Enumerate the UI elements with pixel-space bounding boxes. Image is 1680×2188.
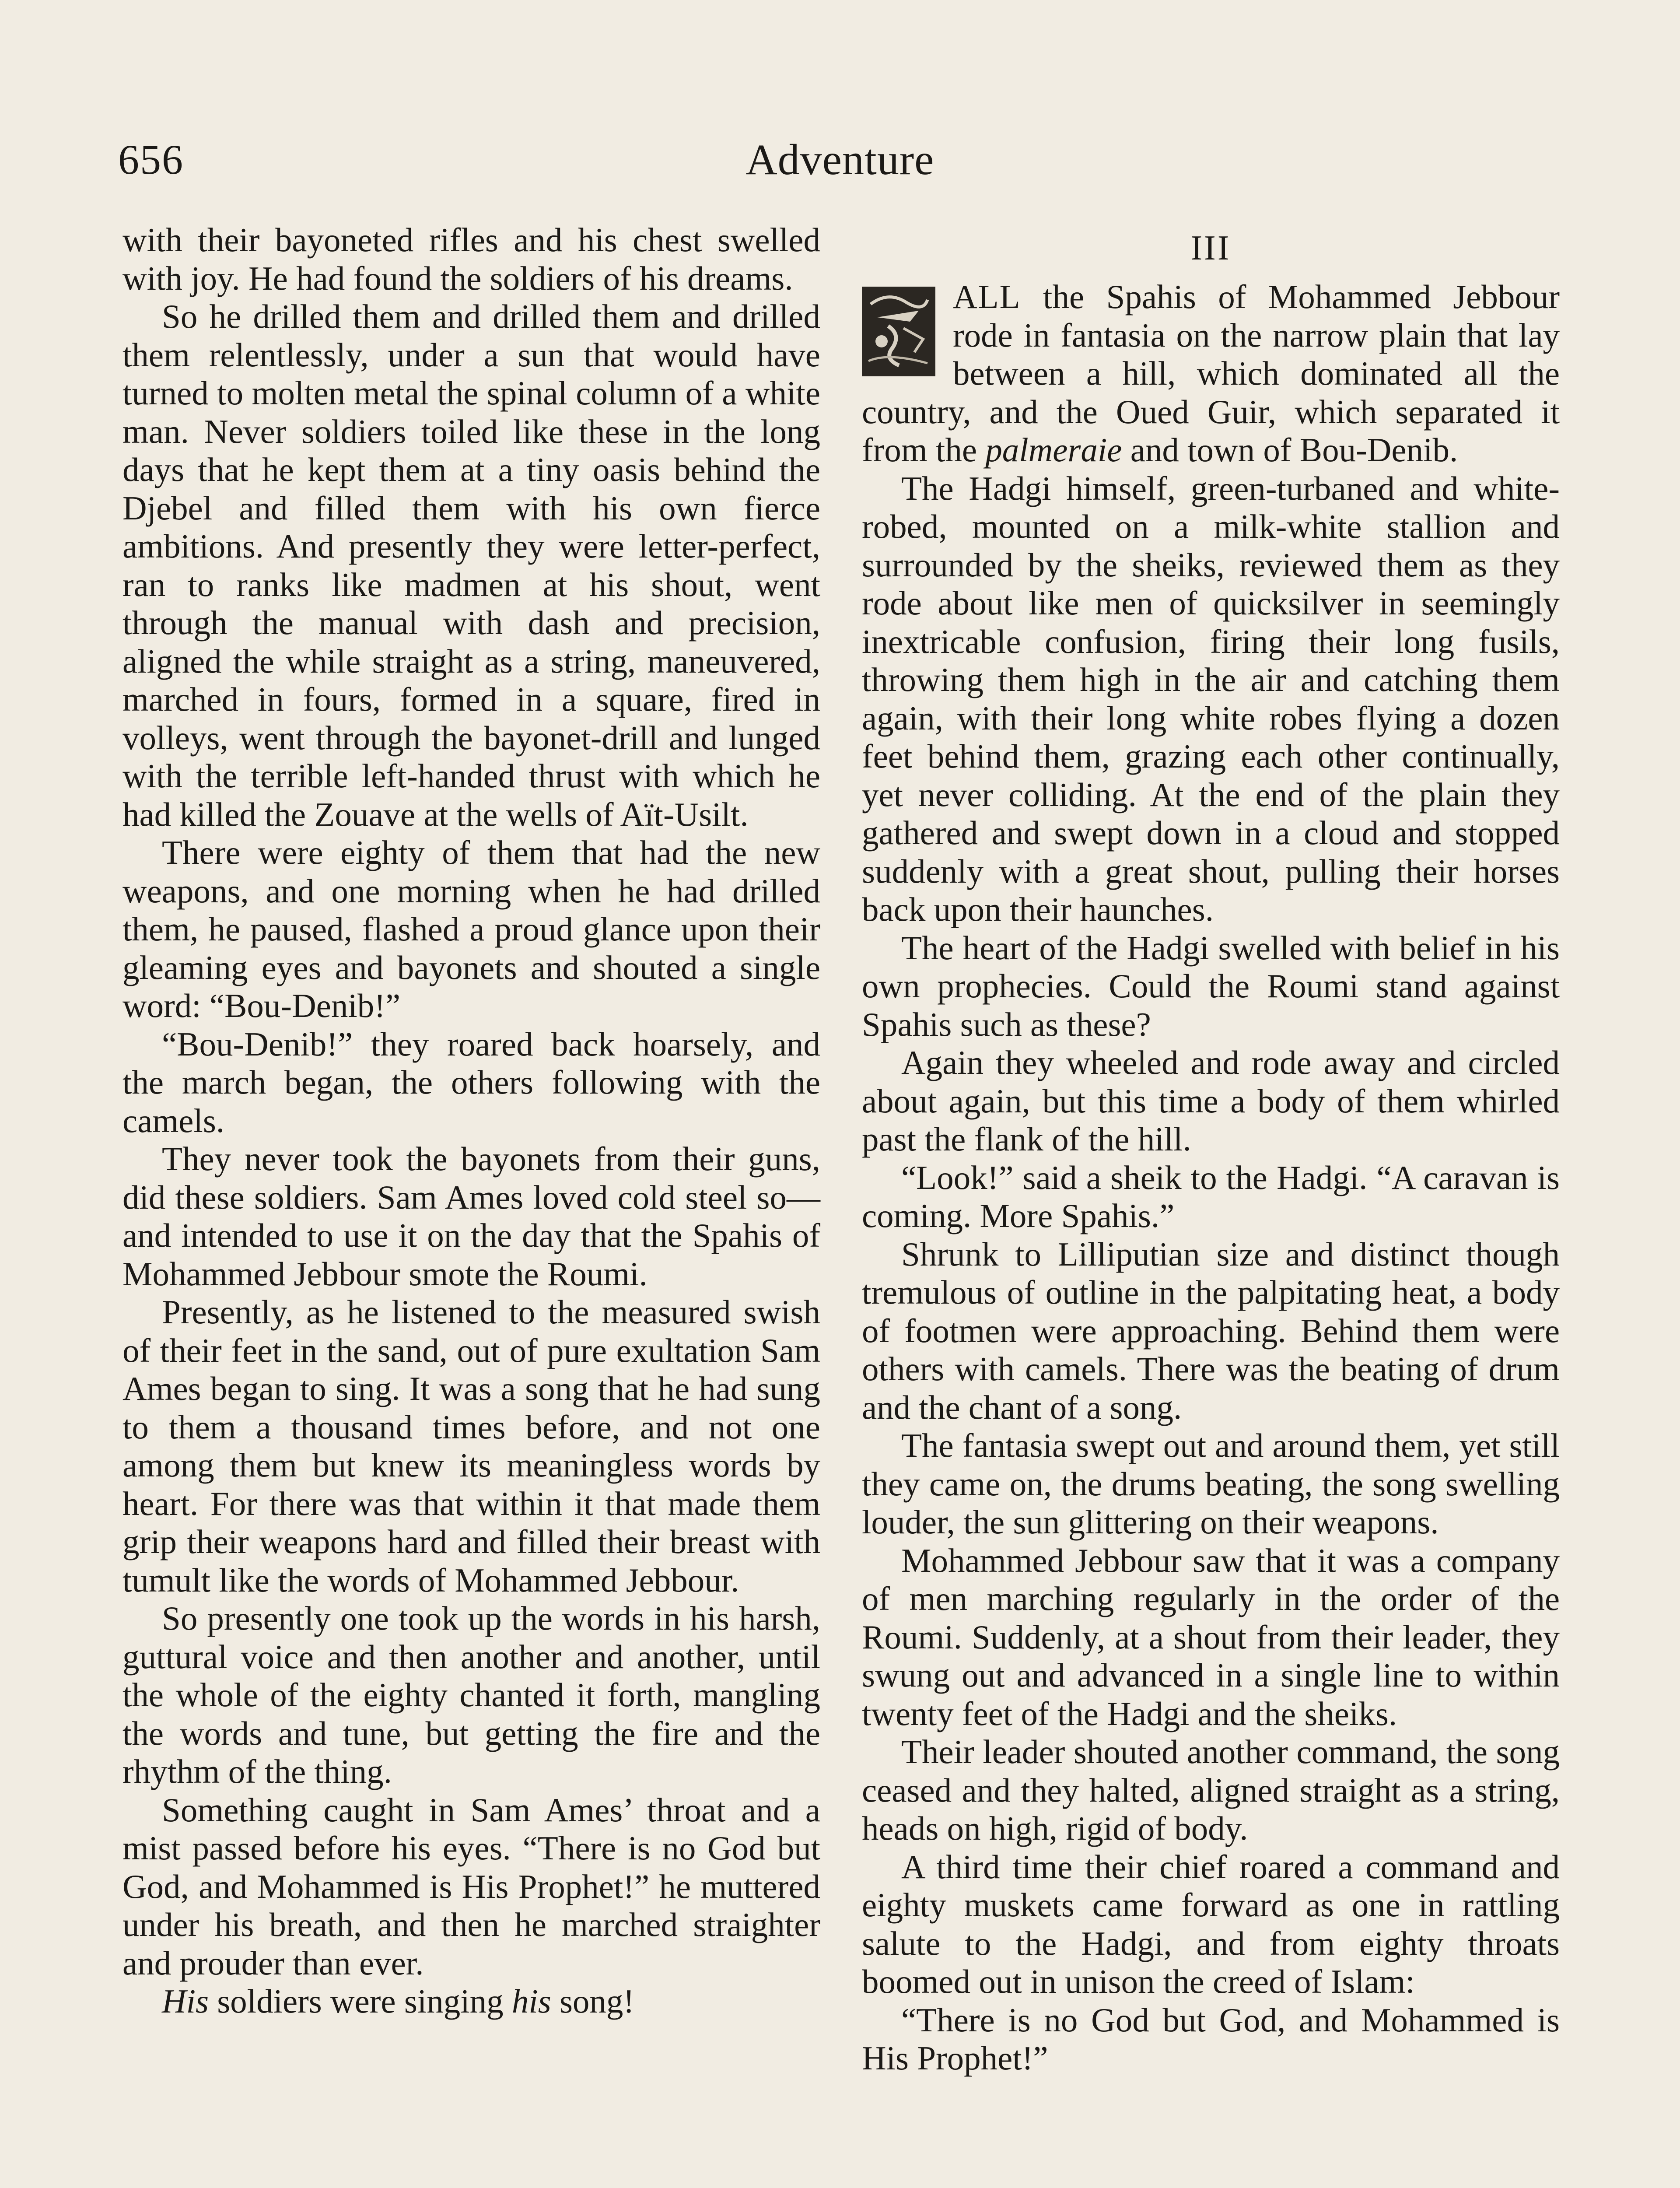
left-column [122,221,820,2021]
paragraph: A third time their chief roared a command and eighty muskets came forward as one in rattling salute to the Hadgi, and from eighty throats boomed out in unison the creed of Islam: [862,1848,1560,2000]
closing-line [122,1982,820,2021]
right-column [862,221,1560,2078]
italic-word: His [162,1982,209,2020]
paragraph: Again they wheeled and rode away and circled about again, but this time a body of them whirled past the flank of the hill. [862,1044,1560,1158]
section-heading: III [1190,229,1231,267]
ornamental-dropcap-icon [862,287,935,376]
page-number: 656 [118,136,184,183]
running-title: Adventure [746,135,934,184]
paragraph: “Bou-Denib!” they roared back hoarsely, and the march began, the others following with the camels. [122,1025,820,1140]
opening-paragraph [862,278,1560,470]
italic-word: palmeraie [985,431,1122,469]
paragraph: The heart of the Hadgi swelled with belief in his own prophecies. Could the Roumi stand against Spahis such as these? [862,929,1560,1043]
paragraph: So he drilled them and drilled them and drilled them relentlessly, under a sun that would have turned to molten metal the spinal column of a white man. Never soldiers toiled like these in the long days that he kept them at a tiny oasis behind the Djebel and filled them with his own fierce ambitions. And presently they were letter-perfect, ran to ranks like madmen at his shout, went through the manual with dash and precision, aligned the while straight as a string, maneuvered, marched in fours, formed in a square, fired in volleys, went through the bayonet-drill and lunged with the terrible left-handed thrust with which he had killed the Zouave at the wells of Aït-Usilt. [122,298,820,833]
italic-word: his [511,1982,551,2020]
opening-paragraph-end: and town of Bou-Denib. [1122,431,1458,469]
paragraph: They never took the bayonets from their guns, did these soldiers. Sam Ames loved cold steel so—and intended to use it on the day that the Spahis of Mohammed Jebbour smote the Roumi. [122,1140,820,1293]
paragraph: Shrunk to Lilliputian size and distinct though tremulous of outline in the palpitating heat, a body of footmen were approaching. Behind them were others with camels. There was the beating of drum and the chant of a song. [862,1235,1560,1426]
closing-line-middle: soldiers were singing [208,1982,512,2020]
paragraph: “There is no God but God, and Mohammed is His Prophet!” [862,2001,1560,2077]
paragraph: Mohammed Jebbour saw that it was a company of men marching regularly in the order of the Roumi. Suddenly, at a shout from their leader, they swung out and advanced in a single line to within twenty feet of the Hadgi and the sheiks. [862,1541,1560,1732]
paragraph: So presently one took up the words in his harsh, guttural voice and then another and another, until the whole of the eighty chanted it forth, mangling the words and tune, but getting the fire and the rhythm of the thing. [122,1599,820,1790]
paragraph: with their bayoneted rifles and his chest swelled with joy. He had found the soldiers of his dreams. [122,221,820,297]
paragraph: The Hadgi himself, green-turbaned and white-robed, mounted on a milk-white stallion and surrounded by the sheiks, reviewed them as they rode about like men of quicksilver in seemingly inextricable confusion, firing their long fusils, throwing them high in the air and catching them again, with their long white robes flying a dozen feet behind them, grazing each other continually, yet never colliding. At the end of the plain they gathered and swept down in a cloud and stopped suddenly with a great shout, pulling their horses back upon their haunches. [862,469,1560,928]
opening-paragraph-text: the Spahis of Mohammed Jebbour rode in fantasia on the narrow plain that lay between a hill, which dominated all the country, and the Oued Guir, which separated it from the [862,278,1560,469]
paragraph: Something caught in Sam Ames’ throat and a mist passed before his eyes. “There is no God but God, and Mohammed is His Prophet!” he muttered under his breath, and then he marched straighter and prouder than ever. [122,1791,820,1982]
paragraph: There were eighty of them that had the new weapons, and one morning when he had drilled them, he paused, flashed a proud glance upon their gleaming eyes and bayonets and shouted a single word: “Bou-Denib!” [122,834,820,1024]
paragraph: “Look!” said a sheik to the Hadgi. “A caravan is coming. More Spahis.” [862,1158,1560,1234]
page-header [118,131,1562,188]
paragraph: Their leader shouted another command, the song ceased and they halted, aligned straight as a string, heads on high, rigid of body. [862,1733,1560,1847]
closing-line-end: song! [551,1982,635,2020]
dropcap-word: ALL [953,278,1021,316]
paragraph: Presently, as he listened to the measured swish of their feet in the sand, out of pure exultation Sam Ames began to sing. It was a song that he had sung to them a thousand times before, and not one among them but knew its meaningless words by heart. For there was that within it that made them grip their weapons hard and filled their breast with tumult like the words of Mohammed Jebbour. [122,1293,820,1599]
paragraph: The fantasia swept out and around them, yet still they came on, the drums beating, the song swelling louder, the sun glittering on their weapons. [862,1427,1560,1541]
